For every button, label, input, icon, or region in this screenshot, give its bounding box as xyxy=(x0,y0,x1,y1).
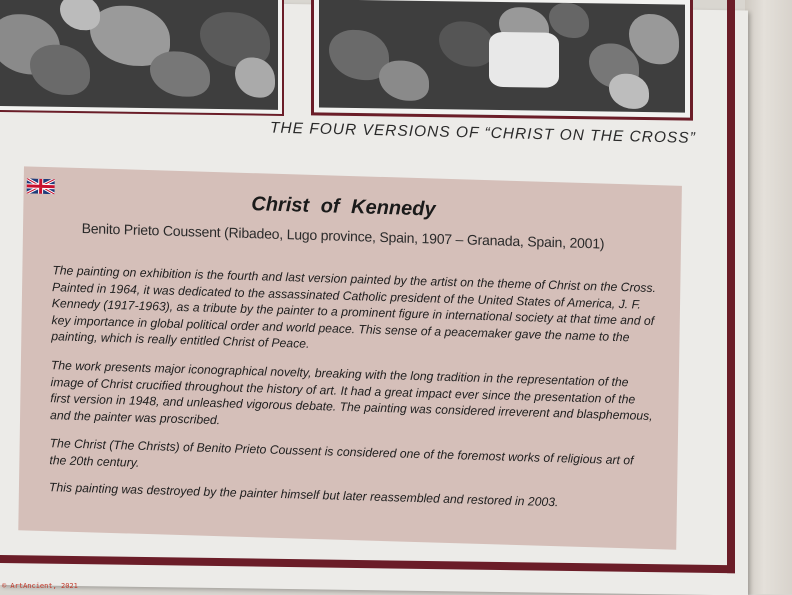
paragraph-1: The painting on exhibition is the fourth and last version painted by the artist on the theme of Christ on the Cross. Painted in 1964, it was dedicated to the assassinated Catholic president of the United States of America, J. F. Kennedy (1917-1963), as a tribute by the painter to a prominent figure in international society at that time and of key importance in global political order and world peace. This sense of a peacemaker gave the name to the painting, which is really entitled Christ of Peace. xyxy=(51,263,657,352)
panel-caption: THE FOUR VERSIONS OF “CHRIST ON THE CROSS” xyxy=(269,119,696,147)
info-card xyxy=(18,166,682,549)
watermark: © ArtAncient, 2021 xyxy=(2,582,78,590)
wall-background xyxy=(745,0,792,594)
paragraph-4: This painting was destroyed by the painter himself but later reassembled and restored in 2003. xyxy=(48,480,559,510)
painting-photo-right xyxy=(314,0,690,118)
painting-photo-left xyxy=(0,0,282,114)
card-title: Christ of Kennedy xyxy=(251,193,436,221)
card-subtitle: Benito Prieto Coussent (Ribadeo, Lugo province, Spain, 1907 – Granada, Spain, 2001) xyxy=(81,220,605,252)
paragraph-2: The work presents major iconographical novelty, breaking with the long tradition in the representation of the image of Christ crucified throughout the history of art. It had a great impact ever since the presentation of the first version in 1948, and unleashed vigorous debate. The painting was considered irreverent and blasphemous, and the painter was proscribed. xyxy=(49,358,653,427)
paragraph-3: The Christ (The Christs) of Benito Prieto Coussent is considered one of the foremost works of religious art of the 20th century. xyxy=(49,436,634,470)
